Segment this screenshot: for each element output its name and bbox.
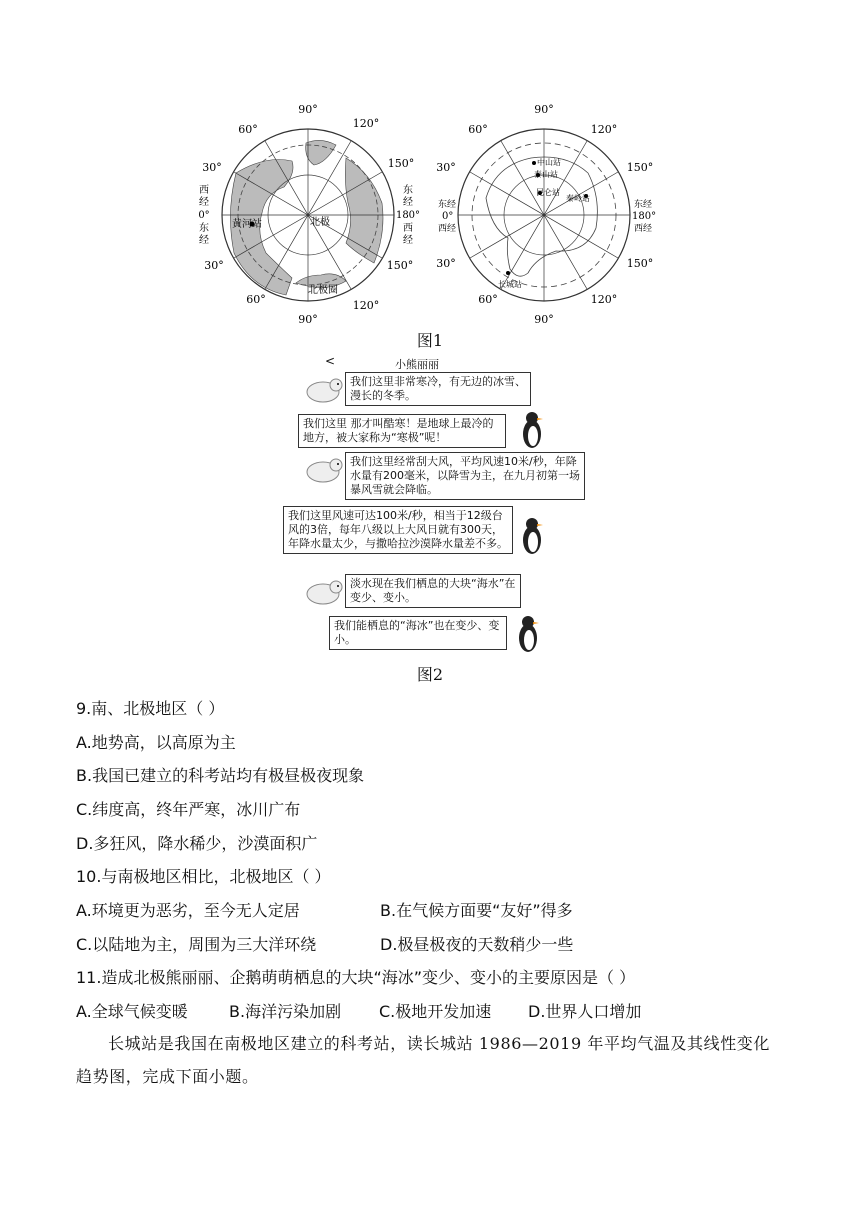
question-11-option-b: B.海洋污染加剧: [229, 1002, 342, 1021]
north-polar-map-graphic: [196, 103, 421, 326]
question-10-option-a: A.环境更为恶劣，至今无人定居: [76, 901, 300, 920]
message-1: 我们这里非常寒冷，有无边的冰雪、漫长的冬季。: [345, 372, 531, 406]
question-10-option-c: C.以陆地为主，周围为三大洋环绕: [76, 935, 317, 954]
penguin-icon: [515, 614, 541, 658]
south-polar-map: [436, 103, 656, 325]
south-label-ll2: 60°: [478, 293, 498, 306]
north-right-axis-4: 西: [403, 223, 413, 234]
north-label-ll1: 30°: [204, 259, 224, 272]
south-right-axis-2: 180°: [632, 211, 657, 222]
question-10-option-d: D.极昼极夜的天数稍少一些: [380, 935, 574, 954]
polar-bear-icon: [303, 576, 343, 612]
north-circle-label: 北极圈: [308, 285, 338, 296]
message-3: 我们这里经常刮大风，平均风速10米/秒，年降水量有200毫米，以降雪为主，在九月初第一场暴风雪就会降临。: [345, 452, 585, 500]
south-left-axis-2: 0°: [442, 211, 454, 222]
north-right-axis-1: 东: [403, 185, 413, 196]
question-10-option-b: B.在气候方面要“友好”得多: [380, 901, 573, 920]
figure-1: [196, 103, 666, 325]
south-label-lr2: 120°: [590, 293, 618, 306]
south-station-zhongshan: 中山站: [537, 158, 561, 167]
question-10-stem: 10.与南极地区相比，北极地区（ ）: [76, 867, 331, 886]
north-label-lr1: 150°: [386, 259, 414, 272]
polar-bear-icon: [303, 454, 343, 490]
south-label-bottom: 90°: [534, 313, 554, 326]
north-label-ur2: 150°: [387, 157, 415, 170]
north-label-bottom: 90°: [298, 313, 318, 326]
polar-bear-icon: [303, 374, 343, 410]
north-left-axis-3: 0°: [198, 210, 210, 221]
question-11-option-d: D.世界人口增加: [528, 1002, 642, 1021]
north-station-label: 黄河站: [232, 219, 262, 230]
south-label-lr1: 150°: [626, 257, 654, 270]
north-right-axis-3: 180°: [395, 210, 421, 221]
figure-1-caption: 图1: [416, 331, 444, 350]
penguin-icon: [519, 410, 545, 454]
north-label-ul2: 30°: [202, 161, 222, 174]
question-9-option-c: C.纬度高，终年严寒，冰川广布: [76, 800, 301, 819]
south-label-ur2: 150°: [626, 161, 654, 174]
north-left-axis-1: 西: [199, 185, 209, 196]
north-label-ll2: 60°: [246, 293, 266, 306]
north-polar-map: [196, 103, 421, 326]
north-label-top: 90°: [298, 103, 318, 116]
question-9-option-a: A.地势高，以高原为主: [76, 733, 236, 752]
north-label-ur1: 120°: [352, 117, 380, 130]
question-11-stem: 11.造成北极熊丽丽、企鹅萌萌栖息的大块“海冰”变少、变小的主要原因是（ ）: [76, 968, 636, 987]
south-station-taishan: 泰山站: [534, 170, 558, 179]
figure-2-caption: 图2: [416, 665, 444, 684]
north-pole-label: 北极: [310, 217, 330, 228]
question-9-option-d: D.多狂风，降水稀少，沙漠面积广: [76, 834, 318, 853]
south-right-axis-1: 东经: [634, 200, 653, 210]
north-right-axis-5: 经: [403, 235, 413, 246]
south-polar-map-graphic: [436, 103, 656, 325]
south-station-kunlun: 昆仑站: [536, 188, 560, 197]
question-9-option-b: B.我国已建立的科考站均有极昼极夜现象: [76, 766, 365, 785]
message-4: 我们这里风速可达100米/秒，相当于12级台风的3倍，每年八级以上大风日就有300天，年降水量太少，与撒哈拉沙漠降水量差不多。: [283, 506, 513, 554]
penguin-icon: [519, 516, 545, 560]
north-right-axis-2: 经: [403, 197, 413, 208]
chat-title: 小熊丽丽: [395, 358, 439, 371]
message-6: 我们能栖息的“海冰”也在变少、变小。: [329, 616, 507, 650]
question-11-option-c: C.极地开发加速: [379, 1002, 492, 1021]
south-label-ul2: 30°: [436, 161, 456, 174]
south-station-qinling: 秦岭站: [566, 194, 590, 203]
message-2: 我们这里 那才叫酷寒！是地球上最冷的地方，被大家称为“寒极”呢！: [298, 414, 506, 448]
north-label-lr2: 120°: [352, 299, 380, 312]
south-label-top: 90°: [534, 103, 554, 116]
south-label-ur1: 120°: [590, 123, 618, 136]
question-11-option-a: A.全球气候变暖: [76, 1002, 188, 1021]
north-left-axis-4: 东: [199, 223, 209, 234]
south-station-changcheng: 长城站: [498, 280, 522, 289]
north-left-axis-5: 经: [199, 235, 209, 246]
message-5: 淡水现在我们栖息的大块“海水”在变少、变小。: [345, 574, 521, 608]
figure-2-chat: [288, 354, 580, 660]
south-right-axis-3: 西经: [634, 224, 653, 234]
north-label-ul1: 60°: [238, 123, 258, 136]
south-left-axis-1: 东经: [438, 200, 457, 210]
back-chevron-icon: <: [325, 354, 336, 368]
south-label-ll1: 30°: [436, 257, 456, 270]
intro-paragraph: 长城站是我国在南极地区建立的科考站，读长城站 1986—2019 年平均气温及其线性变化趋势图，完成下面小题。: [76, 1034, 771, 1086]
north-left-axis-2: 经: [199, 197, 209, 208]
south-label-ul1: 60°: [468, 123, 488, 136]
question-9-stem: 9.南、北极地区（ ）: [76, 699, 225, 718]
south-left-axis-3: 西经: [438, 224, 457, 234]
